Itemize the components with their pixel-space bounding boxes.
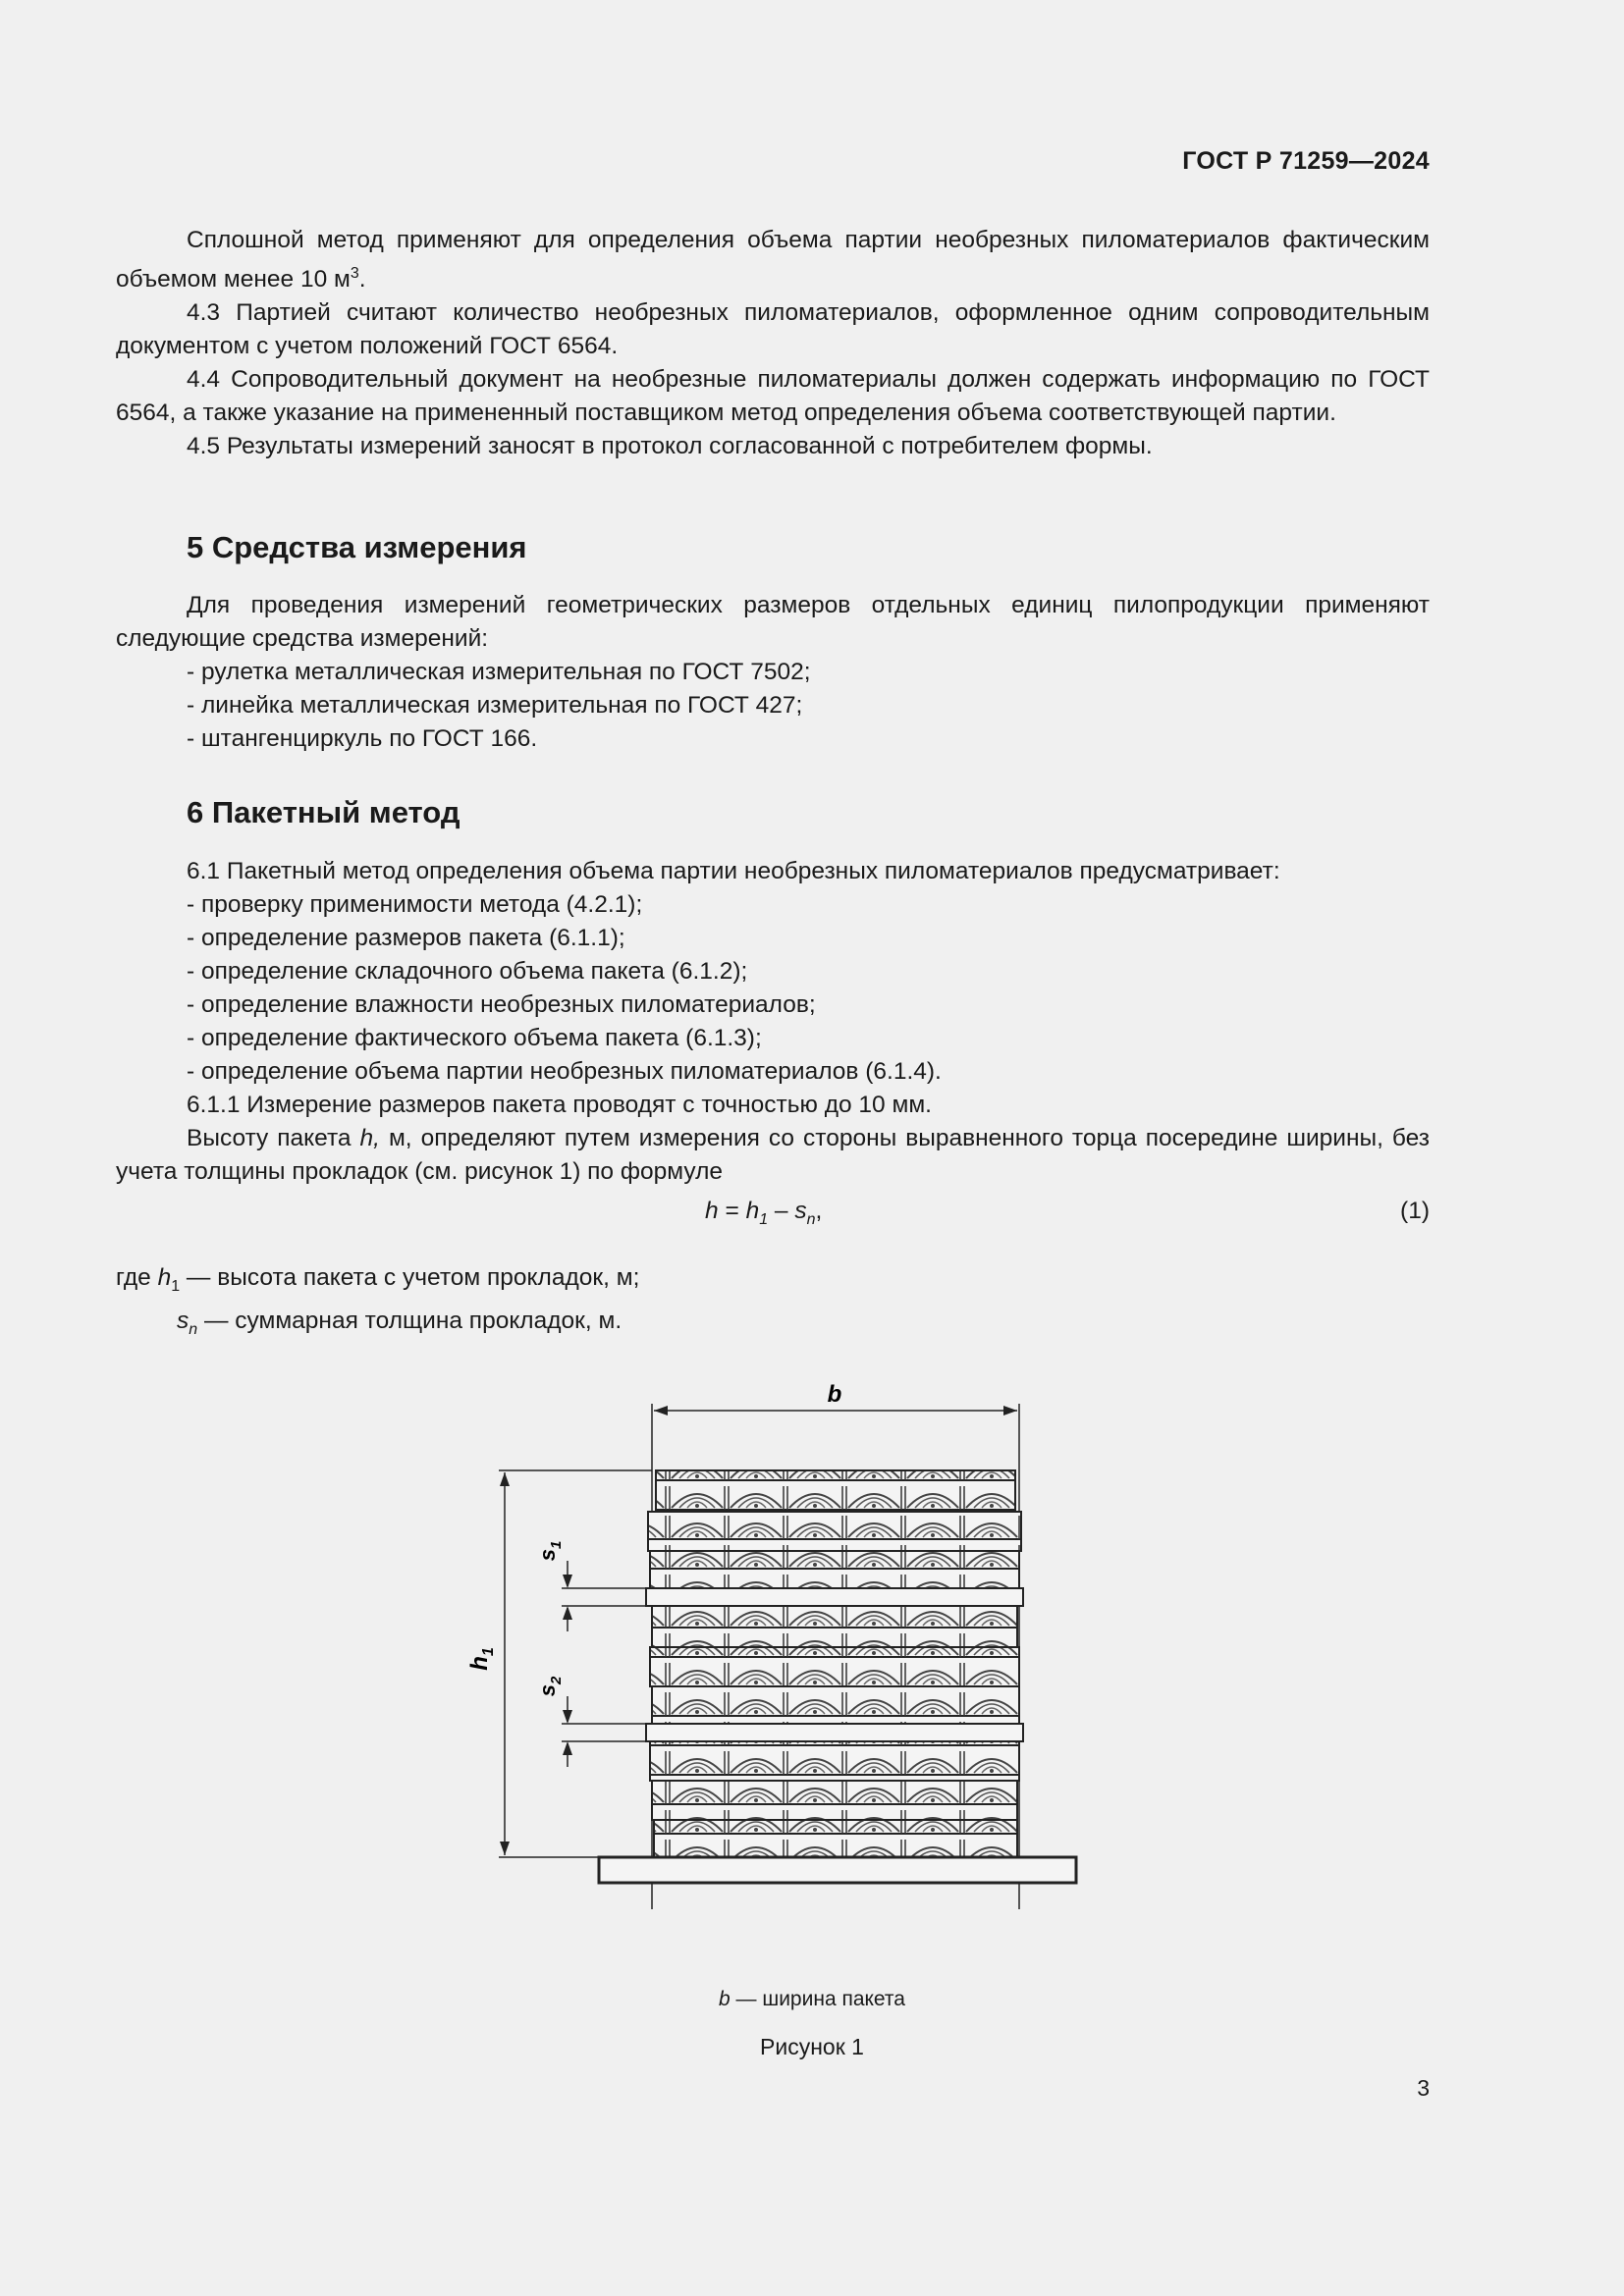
- section-5-body: [116, 589, 1430, 756]
- list-item: - проверку применимости метода (4.2.1);: [187, 891, 643, 918]
- paragraph-height: Высоту пакета h, м, определяют путем измерения со стороны выравненного торца посередине ширины, без учета толщины прокладок (см. рисунок 1) по формуле: [116, 1125, 1430, 1185]
- formula-1: [116, 1198, 1430, 1231]
- paragraph-6-1: 6.1 Пакетный метод определения объема партии необрезных пиломатериалов предусматривает:: [187, 858, 1280, 884]
- spacer-1: [646, 1588, 1023, 1606]
- paragraph-4-3: 4.3 Партией считают количество необрезных пиломатериалов, оформленное одним сопроводительным документом с учетом положений ГОСТ 6564.: [116, 299, 1430, 359]
- formula-expression: $h = h_1 - s_n$,: [705, 1198, 823, 1228]
- label-s1: $s_1$: [535, 1540, 565, 1562]
- where-sn: $s_n$ — суммарная толщина прокладок, м.: [177, 1308, 623, 1338]
- list-item: - определение складочного объема пакета (6.1.2);: [187, 958, 748, 985]
- list-item: - линейка металлическая измерительная по ГОСТ 427;: [187, 692, 803, 719]
- label-s2: $s_2$: [535, 1676, 565, 1697]
- paragraph-6-1-1: 6.1.1 Измерение размеров пакета проводят с точностью до 10 мм.: [187, 1092, 932, 1118]
- arrow-icon: [500, 1842, 510, 1855]
- paragraph-4-5: 4.5 Результаты измерений заносят в протокол согласованной с потребителем формы.: [187, 433, 1153, 459]
- paragraph-continuous-method: Сплошной метод применяют для определения объема партии необрезных пиломатериалов фактическим объемом менее 10 $м^3$.: [116, 227, 1430, 293]
- standard-header: ГОСТ Р 71259—2024: [1182, 147, 1430, 175]
- list-item: - штангенциркуль по ГОСТ 166.: [187, 725, 538, 752]
- section-4-continuation: [116, 224, 1430, 463]
- figure-lumber-package: [432, 1364, 1119, 1973]
- section-6-heading: 6 Пакетный метод: [187, 795, 460, 829]
- label-b: b: [827, 1381, 842, 1408]
- label-h1: $h_1$: [466, 1647, 497, 1671]
- arrow-icon: [1003, 1406, 1017, 1415]
- arrow-icon: [563, 1741, 572, 1755]
- section-5-heading: 5 Средства измерения: [187, 530, 527, 564]
- list-item: - определение размеров пакета (6.1.1);: [187, 925, 625, 951]
- list-item: - определение влажности необрезных пиломатериалов;: [187, 991, 816, 1018]
- arrow-icon: [500, 1472, 510, 1486]
- arrow-icon: [563, 1606, 572, 1620]
- section-5-intro: Для проведения измерений геометрических размеров отдельных единиц пилопродукции применяют следующие средства измерений:: [116, 592, 1430, 652]
- figure-caption: Рисунок 1: [760, 2034, 864, 2059]
- arrow-icon: [563, 1575, 572, 1588]
- formula-number: (1): [1400, 1198, 1430, 1224]
- spacer-2: [646, 1724, 1023, 1741]
- section-6-body: [116, 855, 1430, 1189]
- list-item: - рулетка металлическая измерительная по ГОСТ 7502;: [187, 659, 811, 685]
- arrow-icon: [563, 1710, 572, 1724]
- figure-legend: b — ширина пакета: [719, 1988, 905, 2010]
- paragraph-4-4: 4.4 Сопроводительный документ на необрезные пиломатериалы должен содержать информацию по ГОСТ 6564, а также указание на примененный поставщиком метод определения объема соответствующей партии.: [116, 366, 1430, 426]
- base-support: [599, 1857, 1076, 1883]
- arrow-icon: [654, 1406, 668, 1415]
- where-h1: где $h_1$ — высота пакета с учетом прокладок, м;: [116, 1264, 640, 1295]
- lumber-stack: [646, 1470, 1023, 1857]
- list-item: - определение объема партии необрезных пиломатериалов (6.1.4).: [187, 1058, 942, 1085]
- page-number: 3: [1417, 2075, 1430, 2101]
- list-item: - определение фактического объема пакета (6.1.3);: [187, 1025, 762, 1051]
